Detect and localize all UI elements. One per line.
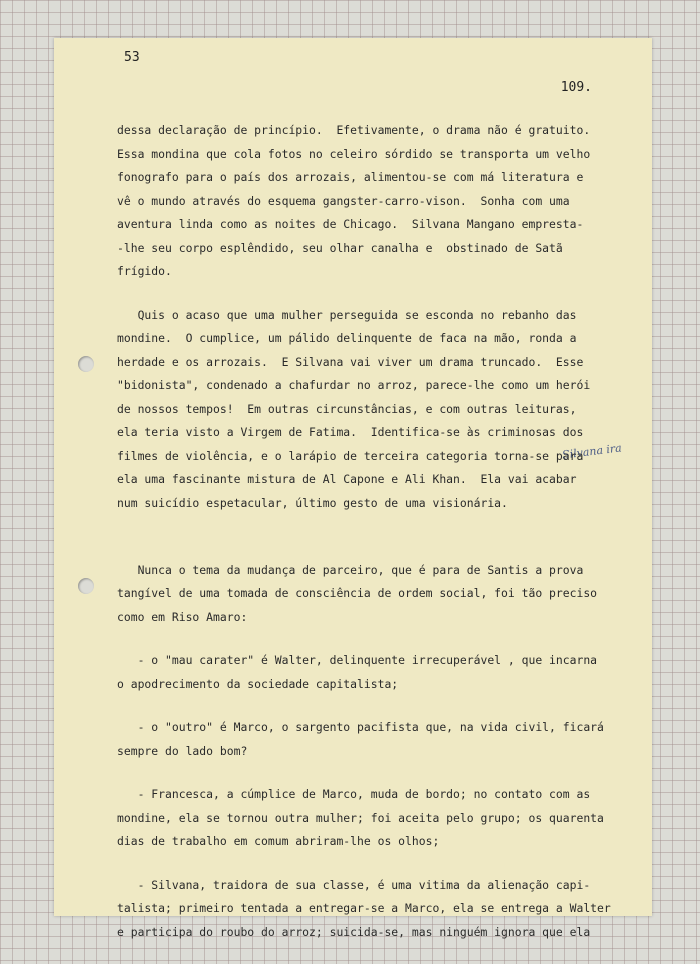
text-line: sempre do lado bom? xyxy=(117,743,248,758)
typewritten-page xyxy=(54,38,652,939)
text-line: frígido. xyxy=(117,264,172,278)
text-line: "bidonista", condenado a chafurdar no arroz, parece-lhe como um herói xyxy=(117,378,591,392)
text-line: dessa declaração de princípio. Efetivamente, o drama não é gratuito. xyxy=(117,123,591,137)
paragraph-7 xyxy=(117,874,627,945)
text-line: dias de trabalho em comum abriram-lhe os olhos; xyxy=(117,834,440,848)
text-line: -lhe seu corpo esplêndido, seu olhar canalha e obstinado de Satã xyxy=(117,240,563,255)
paragraph-6 xyxy=(117,783,627,854)
paragraph-2 xyxy=(117,304,627,539)
text-line: talista; primeiro tentada a entregar-se a Marco, ela se entrega a Walter xyxy=(117,901,611,915)
punch-hole-top xyxy=(78,356,94,372)
paragraph-1 xyxy=(117,119,627,284)
text-line: como em Riso Amaro: xyxy=(117,609,248,624)
text-line: filmes de violência, e o larápio de terceira categoria torna-se para xyxy=(117,448,584,463)
text-line: ela teria visto a Virgem de Fatima. Identifica-se às criminosas dos xyxy=(117,425,584,439)
text-line: ela uma fascinante mistura de Al Capone e Ali Khan. Ela vai acabar xyxy=(117,472,577,486)
text-line: mondine. O cumplice, um pálido delinquente de faca na mão, ronda a xyxy=(117,331,577,345)
text-line: aventura linda como as noites de Chicago. Silvana Mangano empresta- xyxy=(117,217,584,231)
text-line: vê o mundo através do esquema gangster-carro-vison. Sonha com uma xyxy=(117,193,570,208)
text-line: de nossos tempos! Em outras circunstâncias, e com outras leituras, xyxy=(117,401,577,416)
paragraph-3 xyxy=(117,559,627,630)
punch-hole-bottom xyxy=(78,578,94,594)
text-line: num suicídio espetacular, último gesto de uma visionária. xyxy=(117,495,508,510)
text-line: - Francesca, a cúmplice de Marco, muda de bordo; no contato com as xyxy=(117,787,591,801)
text-line: fonografo para o país dos arrozais, alimentou-se com má literatura e xyxy=(117,170,584,184)
text-line: - o "outro" é Marco, o sargento pacifista que, na vida civil, ficará xyxy=(117,720,604,734)
text-line: Nunca o tema da mudança de parceiro, que é para de Santis a prova xyxy=(117,562,584,577)
paragraph-4 xyxy=(117,649,627,696)
text-line: mondine, ela se tornou outra mulher; foi aceita pelo grupo; os quarenta xyxy=(117,810,604,825)
text-line: herdade e os arrozais. E Silvana vai viver um drama truncado. Esse xyxy=(117,354,584,369)
text-line: - Silvana, traidora de sua classe, é uma vitima da alienação capi- xyxy=(117,877,591,892)
page-body xyxy=(117,119,627,944)
text-line: o apodrecimento da sociedade capitalista; xyxy=(117,676,399,691)
text-line: tangível de uma tomada de consciência de ordem social, foi tão preciso xyxy=(117,586,598,600)
archive-number: 53 xyxy=(124,50,140,65)
paragraph-5 xyxy=(117,716,627,763)
handwritten-note: Silvana ira xyxy=(561,441,623,462)
page-number: 109. xyxy=(560,80,592,95)
text-line: Quis o acaso que uma mulher perseguida se esconda no rebanho das xyxy=(117,307,577,322)
text-line: e participa do roubo do arroz; suicida-se, mas ninguém ignora que ela xyxy=(117,924,591,939)
text-line: - o "mau carater" é Walter, delinquente irrecuperável , que incarna xyxy=(117,653,598,667)
text-line: Essa mondina que cola fotos no celeiro sórdido se transporta um velho xyxy=(117,146,591,161)
text-line xyxy=(117,515,627,539)
